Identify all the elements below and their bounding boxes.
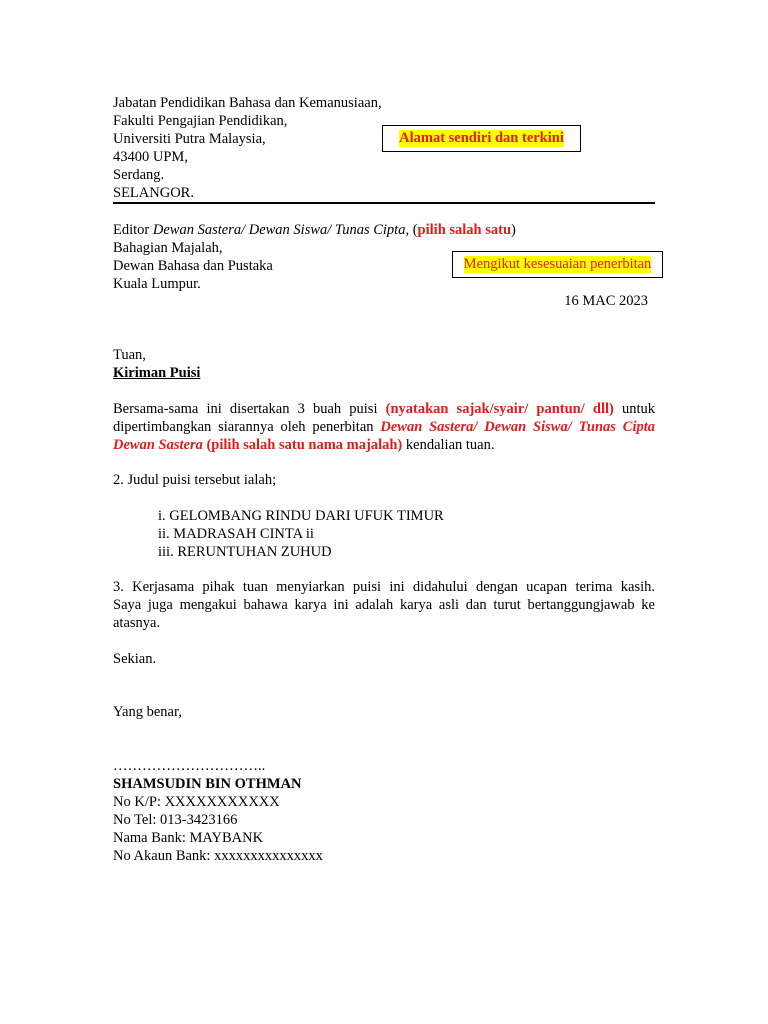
- sender-address-line: Serdang.: [113, 167, 165, 183]
- para1-magazine: Dewan Sastera: [113, 437, 203, 453]
- sender-address-line: Universiti Putra Malaysia,: [113, 131, 266, 147]
- letter-date: 16 MAC 2023: [564, 293, 648, 309]
- paragraph-1: [113, 400, 655, 454]
- signatory-detail: No Akaun Bank: xxxxxxxxxxxxxxx: [113, 848, 323, 864]
- signatory-name: SHAMSUDIN BIN OTHMAN: [113, 776, 302, 792]
- editor-sep: , (: [405, 222, 418, 238]
- paragraph-2: 2. Judul puisi tersebut ialah;: [113, 472, 277, 488]
- paragraph-3-line: 3. Kerjasama pihak tuan menyiarkan puisi ini didahului dengan ucapan terima kasih.: [113, 579, 655, 595]
- salutation: Tuan,: [113, 347, 146, 363]
- subject: Kiriman Puisi: [113, 365, 201, 381]
- para1-text: dipertimbangkan siarannya oleh penerbitan: [113, 419, 381, 435]
- paragraph-3: [113, 578, 655, 632]
- note-recipient-text: Mengikut kesesuaian penerbitan: [463, 256, 652, 272]
- para1-text: Bersama-sama ini disertakan 3 buah puisi: [113, 401, 386, 417]
- signature-block: [113, 757, 323, 865]
- recipient-address-line: Kuala Lumpur.: [113, 276, 201, 292]
- editor-close: ): [511, 222, 516, 238]
- para1-text: untuk: [613, 401, 655, 417]
- paragraph-1-line: [113, 436, 655, 454]
- sender-address-line: SELANGOR.: [113, 185, 194, 201]
- poem-list: [158, 507, 444, 561]
- poem-item: ii. MADRASAH CINTA ii: [158, 526, 314, 542]
- sender-address-line: Fakulti Pengajian Pendidikan,: [113, 113, 288, 129]
- sender-address: [113, 94, 382, 202]
- signatory-detail: No Tel: 013-3423166: [113, 812, 238, 828]
- salutation-block: [113, 346, 200, 382]
- note-sender-text: Alamat sendiri dan terkini: [399, 130, 564, 146]
- poem-item: i. GELOMBANG RINDU DARI UFUK TIMUR: [158, 508, 444, 524]
- sender-address-line: Jabatan Pendidikan Bahasa dan Kemanusiaan,: [113, 95, 382, 111]
- paragraph-1-line: [113, 418, 655, 436]
- poem-item: iii. RERUNTUHAN ZUHUD: [158, 544, 332, 560]
- editor-choice: pilih salah satu: [417, 222, 512, 238]
- para1-text: kendalian tuan.: [402, 437, 495, 453]
- closing: Sekian.: [113, 651, 157, 667]
- recipient-editor-line: [113, 221, 516, 239]
- paragraph-1-line: [113, 400, 655, 418]
- signatory-detail: Nama Bank: MAYBANK: [113, 830, 264, 846]
- note-box-recipient: [452, 251, 663, 278]
- signatory-detail: No K/P: XXXXXXXXXXX: [113, 794, 280, 810]
- editor-prefix: Editor: [113, 222, 153, 238]
- para1-note: (nyatakan sajak/syair/ pantun/ dll): [385, 401, 614, 417]
- recipient-address-line: Dewan Bahasa dan Pustaka: [113, 258, 273, 274]
- para1-note: (pilih salah satu nama majalah): [202, 437, 403, 453]
- signature-line: …………………………..: [113, 758, 266, 774]
- sender-address-line: 43400 UPM,: [113, 149, 188, 165]
- header-divider: [113, 202, 655, 204]
- paragraph-3-line: atasnya.: [113, 615, 161, 631]
- paragraph-3-line: Saya juga mengakui bahawa karya ini adalah karya asli dan turut bertanggungjawab ke: [113, 597, 655, 613]
- recipient-address-line: Bahagian Majalah,: [113, 240, 223, 256]
- note-box-sender: [382, 125, 581, 152]
- para1-magazines: Dewan Sastera/ Dewan Siswa/ Tunas Cipta: [380, 419, 656, 435]
- editor-magazines: Dewan Sastera/ Dewan Siswa/ Tunas Cipta: [152, 222, 406, 238]
- signoff: Yang benar,: [113, 704, 182, 720]
